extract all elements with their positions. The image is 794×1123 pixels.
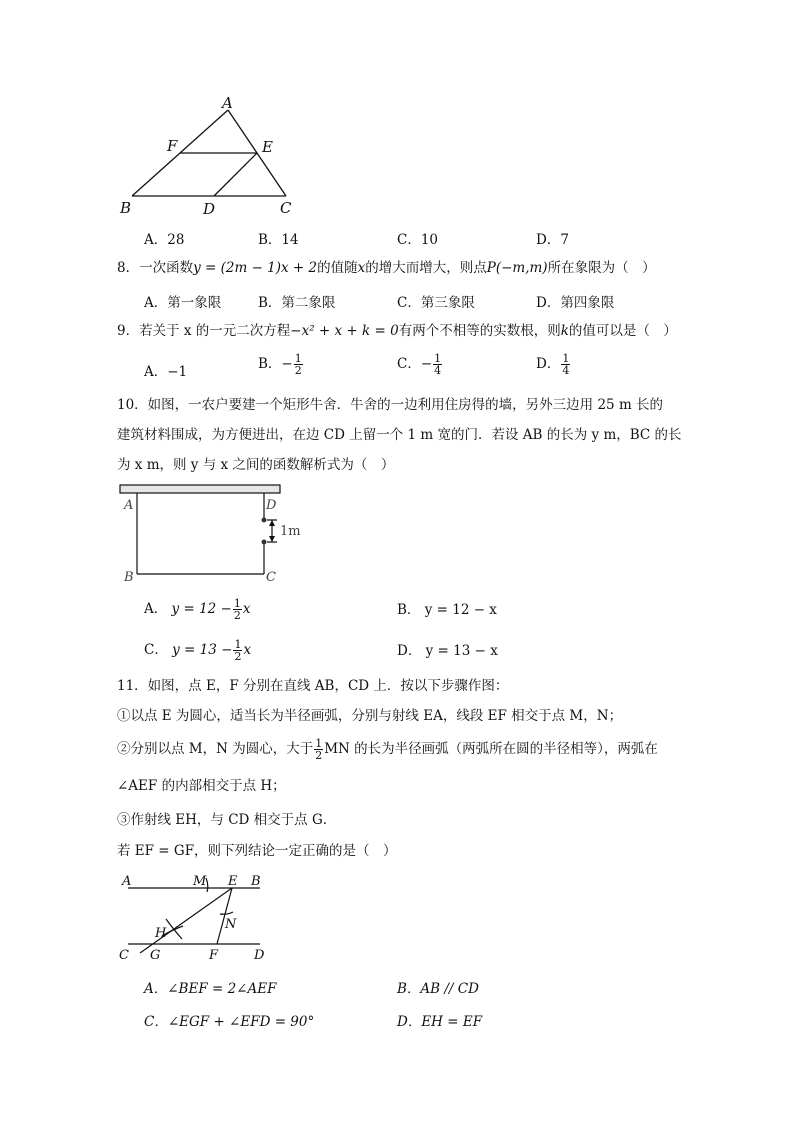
q9-option-c-den: 4 <box>434 364 442 377</box>
q7-option-d[interactable]: D．7 <box>536 232 569 248</box>
label-b: B <box>120 199 132 217</box>
triangle-figure <box>110 90 310 220</box>
q8-suffix: 所在象限为（ ） <box>547 260 656 276</box>
q9-prefix: 9．若关于 x 的一元二次方程 <box>117 323 291 339</box>
q11-option-c[interactable]: C．∠EGF + ∠EFD = 90° <box>144 1014 315 1030</box>
q9-option-c-label: C．− <box>397 356 433 372</box>
label-a: A <box>124 498 134 513</box>
q11-step-3: ③作射线 EH，与 CD 相交于点 G． <box>117 812 337 828</box>
q10-option-c-post: x <box>243 642 252 658</box>
door-post-bottom <box>262 540 267 545</box>
label-b: B <box>124 570 134 585</box>
q9-option-d[interactable] <box>536 352 571 376</box>
q10-option-c[interactable] <box>144 638 251 662</box>
q8-mid2: 的增大而增大，则点 <box>365 260 487 276</box>
q9-option-b-label: B．− <box>258 356 293 372</box>
q10-option-c-pre: y = 13 − <box>172 642 233 658</box>
q8-option-d[interactable]: D．第四象限 <box>536 295 615 311</box>
q9-option-d-label: D． <box>536 356 561 372</box>
q11-step-1: ①以点 E 为圆心，适当长为半径画弧，分别与射线 EA，线段 EF 相交于点 M，N； <box>117 708 623 724</box>
door-width-label: 1m <box>280 524 301 539</box>
q8-option-a[interactable]: A．第一象限 <box>144 295 222 311</box>
label-d: D <box>203 200 216 218</box>
q10-option-c-num: 1 <box>234 638 242 651</box>
q9-option-c[interactable] <box>397 352 443 376</box>
q11-question: 若 EF = GF，则下列结论一定正确的是（ ） <box>117 843 397 859</box>
q11-option-b[interactable]: B．AB // CD <box>397 981 479 997</box>
label-e: E <box>228 874 238 889</box>
label-c: C <box>280 199 292 217</box>
q11-step-2 <box>117 738 658 761</box>
q10-option-c-den: 2 <box>234 650 242 663</box>
q9-expr: −x² + x + k = 0 <box>290 323 399 339</box>
question-9-stem <box>117 321 677 341</box>
q10-option-a-den: 2 <box>233 609 241 622</box>
q9-option-a[interactable]: A．−1 <box>144 364 188 380</box>
label-d: D <box>266 498 277 513</box>
q11-option-a[interactable]: A．∠BEF = 2∠AEF <box>144 981 277 997</box>
q11-step-2-pre: ②分别以点 M，N 为圆心，大于 <box>117 741 314 757</box>
q10-line-1: 10．如图，一农户要建一个矩形牛舍．牛舍的一边利用住房得的墙，另外三边用 25 m 长的 <box>117 397 664 413</box>
segment-de <box>214 153 257 196</box>
q8-option-b[interactable]: B．第二象限 <box>258 295 336 311</box>
ray-eh <box>140 888 232 953</box>
q7-option-b[interactable]: B．14 <box>258 232 299 248</box>
q11-step-2-num: 1 <box>315 737 323 750</box>
q10-option-c-label: C． <box>144 642 168 658</box>
q9-mid: 有两个不相等的实数根，则 <box>398 323 561 339</box>
arc-h1 <box>166 919 182 939</box>
q10-option-d[interactable]: D． y = 13 − x <box>397 643 498 659</box>
q11-step-2-post: MN 的长为半径画弧（两弧所在圆的半径相等），两弧在 <box>324 741 658 757</box>
q8-mid1: 的值随 <box>317 260 358 276</box>
q8-point: P(−m,m) <box>486 260 548 276</box>
q10-line-3: 为 x m，则 y 与 x 之间的函数解析式为（ ） <box>117 457 395 473</box>
label-g: G <box>150 948 161 963</box>
house-wall <box>120 485 280 493</box>
cowshed-figure <box>115 482 315 587</box>
q8-var: x <box>357 260 366 276</box>
q11-step-2-line-2: ∠AEF 的内部相交于点 H； <box>117 778 286 794</box>
label-n: N <box>225 917 237 932</box>
q10-option-a-post: x <box>242 601 251 617</box>
q9-option-c-num: 1 <box>434 352 442 365</box>
q10-line-2: 建筑材料围成，为方便进出，在边 CD 上留一个 1 m 宽的门．若设 AB 的长为 y m，BC 的长 <box>117 427 682 443</box>
q9-option-b-num: 1 <box>294 352 302 365</box>
door-post-top <box>262 518 267 523</box>
label-b: B <box>251 874 261 889</box>
arc-n <box>220 912 233 914</box>
q9-option-b-den: 2 <box>294 364 302 377</box>
label-h: H <box>155 926 167 941</box>
q11-line-1: 11．如图，点 E，F 分别在直线 AB，CD 上．按以下步骤作图： <box>117 678 509 694</box>
label-e: E <box>262 138 273 156</box>
q10-option-a[interactable] <box>144 597 250 621</box>
q8-expr: y = (2m − 1)x + 2 <box>193 260 318 276</box>
construction-figure <box>110 868 280 966</box>
label-d: D <box>254 948 265 963</box>
q10-option-a-label: A． <box>144 601 168 617</box>
label-c: C <box>266 570 276 585</box>
label-m: M <box>193 874 207 889</box>
question-8-stem <box>117 258 656 278</box>
label-a: A <box>122 874 132 889</box>
q9-option-b[interactable] <box>258 352 304 376</box>
q8-prefix: 8．一次函数 <box>117 260 194 276</box>
q10-option-a-pre: y = 12 − <box>171 601 232 617</box>
q9-option-d-den: 4 <box>562 364 570 377</box>
q9-option-d-num: 1 <box>562 352 570 365</box>
label-f: F <box>167 137 178 155</box>
q9-suffix: 的值可以是（ ） <box>568 323 677 339</box>
q9-var: k <box>560 323 569 339</box>
label-f: F <box>209 948 219 963</box>
q10-option-a-num: 1 <box>233 597 241 610</box>
label-c: C <box>119 948 129 963</box>
q7-option-c[interactable]: C．10 <box>397 232 439 248</box>
q11-step-2-den: 2 <box>315 749 323 762</box>
q7-option-a[interactable]: A．28 <box>144 232 185 248</box>
label-a: A <box>222 94 233 112</box>
q8-option-c[interactable]: C．第三象限 <box>397 295 475 311</box>
q10-option-b[interactable]: B． y = 12 − x <box>397 602 497 618</box>
q11-option-d[interactable]: D．EH = EF <box>397 1014 483 1030</box>
